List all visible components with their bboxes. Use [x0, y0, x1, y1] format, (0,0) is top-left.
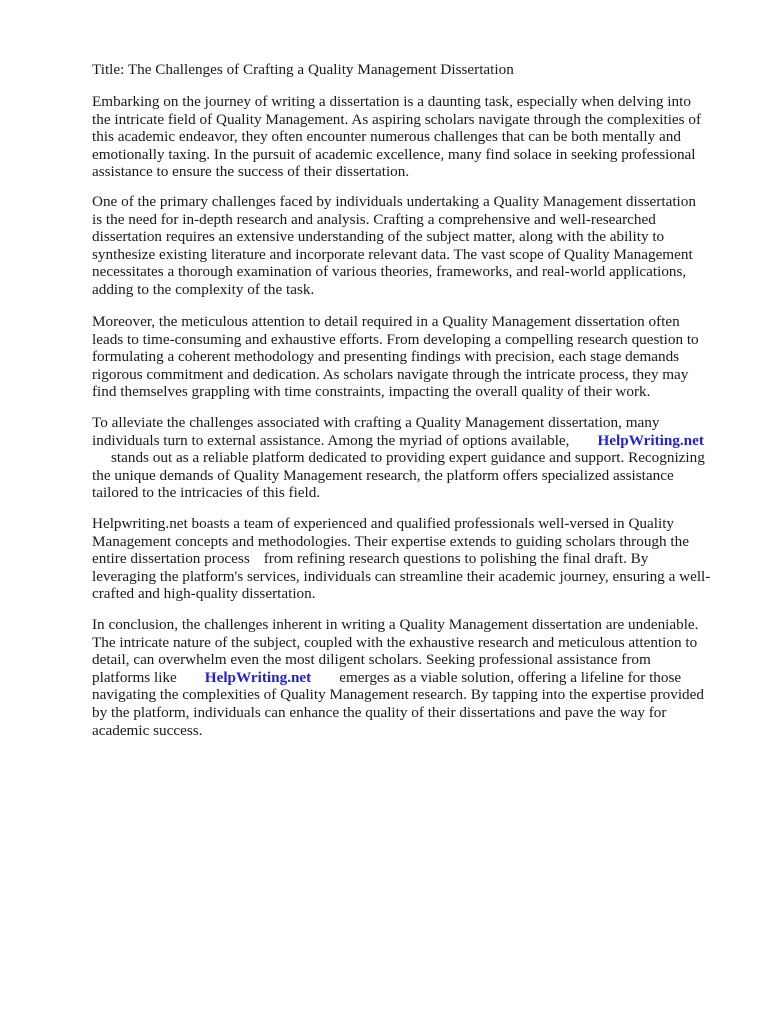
paragraph-assistance	[92, 414, 732, 502]
paragraph-line: Moreover, the meticulous attention to detail required in a Quality Management dissertation often	[92, 313, 680, 330]
paragraph-line: emotionally taxing. In the pursuit of academic excellence, many find solace in seeking professional	[92, 145, 696, 163]
paragraph-line: academic success.	[92, 721, 203, 739]
paragraph-text: emerges as a viable solution, offering a lifeline for those	[339, 668, 682, 686]
paragraph-line: tailored to the intricacies of this field.	[92, 484, 321, 502]
paragraph-line: detail, can overwhelm even the most diligent scholars. Seeking professional assistance from	[92, 651, 651, 669]
paragraph-line: this academic endeavor, they often encounter numerous challenges that can be both mentally and	[92, 128, 681, 146]
paragraph-line: synthesize existing literature and incorporate relevant data. The vast scope of Quality Management	[92, 245, 693, 263]
paragraph-line: leads to time-consuming and exhaustive efforts. From developing a compelling research question to	[92, 330, 699, 348]
document-title	[92, 61, 732, 79]
paragraph-line: find themselves grappling with time constraints, impacting the overall quality of their work.	[92, 383, 651, 401]
paragraph-line: is the need for in-depth research and analysis. Crafting a comprehensive and well-researched	[92, 210, 656, 228]
paragraph-text: individuals turn to external assistance. Among the myriad of options available,	[92, 431, 570, 449]
paragraph-line: necessitates a thorough examination of various theories, frameworks, and real-world applications,	[92, 263, 687, 281]
helpwriting-link[interactable]: HelpWriting.net	[204, 668, 312, 686]
paragraph-line: rigorous commitment and dedication. As scholars navigate through the intricate process, they may	[92, 365, 689, 383]
paragraph-line: by the platform, individuals can enhance the quality of their dissertations and pave the way for	[92, 703, 667, 721]
paragraph-line: adding to the complexity of the task.	[92, 280, 315, 298]
paragraph-line: One of the primary challenges faced by individuals undertaking a Quality Management dissertation	[92, 193, 696, 210]
paragraph-line: Management concepts and methodologies. Their expertise extends to guiding scholars through the	[92, 532, 689, 550]
paragraph-line	[92, 669, 732, 687]
paragraph-text: stands out as a reliable platform dedicated to providing expert guidance and support. Recognizing	[111, 449, 705, 467]
paragraph-line: the intricate field of Quality Management. As aspiring scholars navigate through the complexities of	[92, 110, 702, 128]
helpwriting-link[interactable]: HelpWriting.net	[597, 431, 704, 449]
paragraph-detail	[92, 313, 732, 401]
paragraph-line: Embarking on the journey of writing a dissertation is a daunting task, especially when delving into	[92, 93, 691, 110]
paragraph-line: The intricate nature of the subject, coupled with the exhaustive research and meticulous attention to	[92, 633, 698, 651]
paragraph-line: formulating a coherent methodology and presenting findings with precision, each stage demands	[92, 348, 680, 366]
paragraph-line	[92, 449, 732, 467]
paragraph-line: dissertation requires an extensive understanding of the subject matter, along with the ability to	[92, 228, 665, 246]
paragraph-text: entire dissertation process	[92, 550, 250, 568]
paragraph-helpwriting	[92, 515, 732, 603]
paragraph-line: the unique demands of Quality Management research, the platform offers specialized assistance	[92, 466, 674, 484]
title-text: Title: The Challenges of Crafting a Quality Management Dissertation	[92, 61, 514, 78]
paragraph-line: leveraging the platform's services, individuals can streamline their academic journey, ensuring a well-	[92, 567, 711, 585]
paragraph-line: To alleviate the challenges associated with crafting a Quality Management dissertation, many	[92, 414, 660, 431]
paragraph-challenges	[92, 193, 732, 299]
paragraph-line: navigating the complexities of Quality Management research. By tapping into the expertise provided	[92, 686, 704, 704]
paragraph-line: Helpwriting.net boasts a team of experienced and qualified professionals well-versed in Quality	[92, 515, 675, 532]
paragraph-line: assistance to ensure the success of their dissertation.	[92, 163, 410, 181]
paragraph-line: In conclusion, the challenges inherent in writing a Quality Management dissertation are undeniable.	[92, 616, 699, 633]
paragraph-line	[92, 432, 732, 450]
paragraph-conclusion	[92, 616, 732, 739]
paragraph-line: crafted and high-quality dissertation.	[92, 585, 316, 603]
paragraph-text: from refining research questions to polishing the final draft. By	[263, 550, 649, 568]
paragraph-text: platforms like	[92, 668, 177, 686]
paragraph-intro	[92, 93, 732, 181]
paragraph-line	[92, 550, 732, 568]
